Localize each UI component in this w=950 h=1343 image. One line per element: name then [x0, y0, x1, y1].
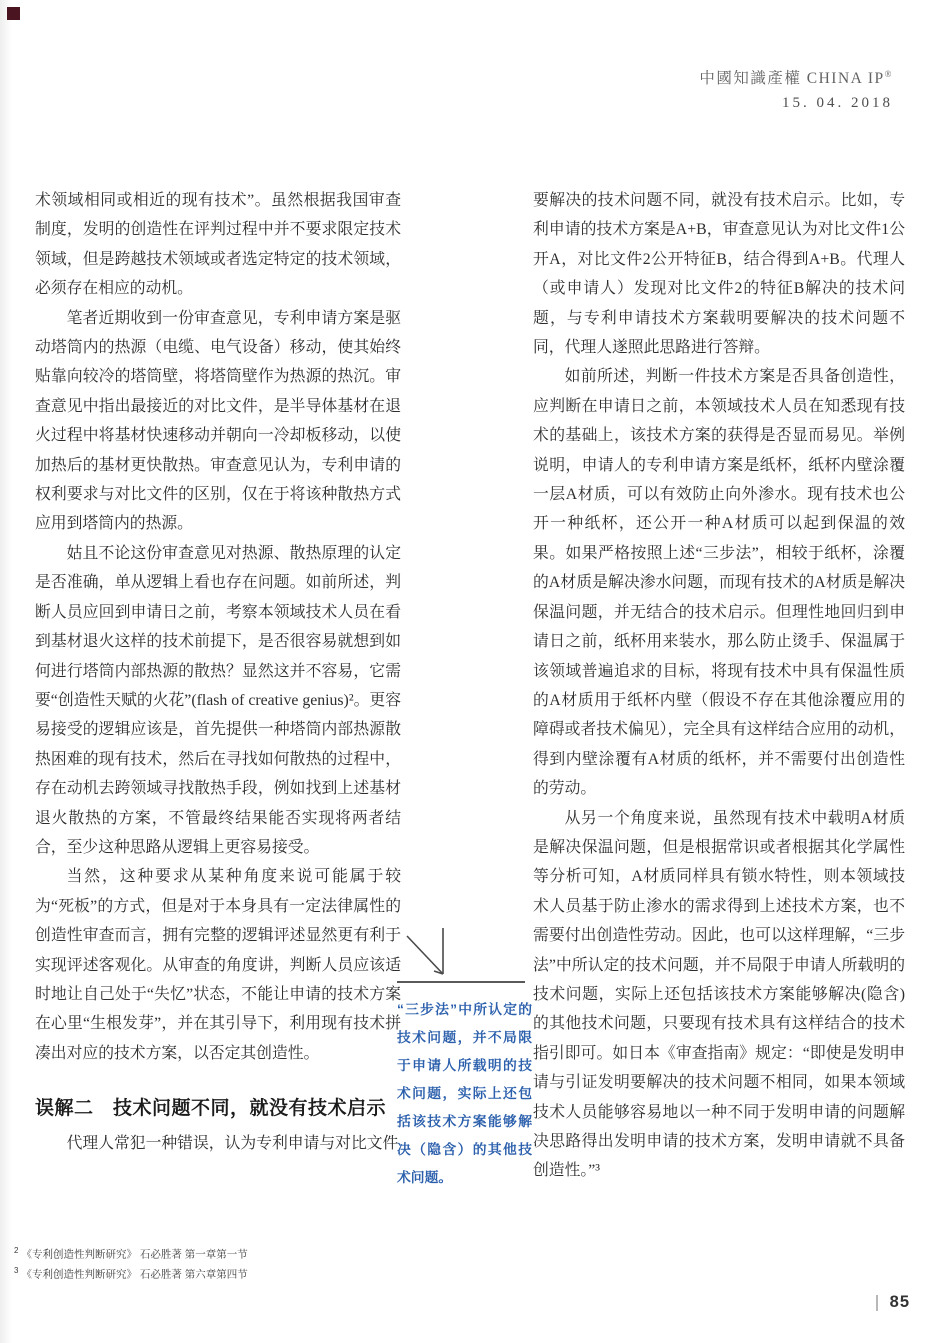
page-number-divider: [876, 1295, 878, 1311]
paragraph: 要解决的技术问题不同，就没有技术启示。比如，专利申请的技术方案是A+B，审查意见认为对比文件1公开A，对比文件2公开特征B，结合得到A+B。代理人（或申请人）发现对比文件2的特征B解决的技术问题，与专利申请技术方案载明要解决的技术问题不同，代理人遂照此思路进行答辩。: [533, 192, 905, 357]
down-right-arrow-icon: [399, 926, 529, 978]
paragraph: 当然，这种要求从某种角度来说可能属于较为“死板”的方式，但是对于本身具有一定法律属性的创造性审查而言，拥有完整的逻辑评述显然更有利于实现评述客观化。从审查的角度讲，判断人员应该适时地让自己处于“失忆”状态，不能让申请的技术方案在心里“生根发芽”，并在其引导下，利用现有技术拼凑出对应的技术方案，以否定其创造性。: [35, 868, 401, 1062]
section-heading: 误解二 技术问题不同，就没有技术启示: [35, 1098, 387, 1120]
page-number-value: 85: [889, 1293, 910, 1311]
pull-quote-text: “三步法”中所认定的技术问题，并不局限于申请人所载明的技术问题，实际上还包括该技术方案能够解决（隐含）的其他技术问题。: [397, 1002, 532, 1185]
footnote: [14, 1243, 248, 1263]
paragraph: 从另一个角度来说，虽然现有技术中载明A材质是解决保温问题，但是根据常识或者根据其化学属性等分析可知，A材质同样具有锁水特性，则本领域技术人员基于防止渗水的需求得到上述技术方案，也不需要付出创造性劳动。因此，也可以这样理解，“三步法”中所认定的技术问题，并不局限于申请人所载明的技术问题，实际上还包括该技术方案能够解决(隐含)的其他技术问题，只要现有技术具有这样结合的技术指引即可。如日本《审查指南》规定：“即使是发明申请与引证发明要解决的技术问题不相同，如果本领域技术人员能够容易地以一种不同于发明申请的问题解决思路得出发明申请的技术方案，发明申请就不具备创造性。”³: [533, 809, 905, 1180]
footnotes: [14, 1243, 248, 1283]
paragraph: 姑且不论这份审查意见对热源、散热原理的认定是否准确，单从逻辑上看也存在问题。如前所述，判断人员应回到申请日之前，考察本领域技术人员在看到基材退火这样的技术前提下，是否很容易就想到如何进行塔筒内部热源的散热？显然这并不容易，它需要“创造性天赋的火花”(flash of creative genius)²。更容易接受的逻辑应该是，首先提供一种塔筒内部热源散热困难的现有技术，然后在寻找如何散热的过程中，存在动机去跨领域寻找散热手段，例如找到上述基材退火散热的方案，不管最终结果能否实现将两者结合，至少这种思路从逻辑上更容易接受。: [35, 544, 401, 856]
page-header: [699, 66, 893, 112]
left-column: [35, 186, 401, 1159]
paragraph: 术领域相同或相近的现有技术”。虽然根据我国审查制度，发明的创造性在评判过程中并不要求限定技术领域，但是跨越技术领域或者选定特定的技术领域，必须存在相应的动机。: [35, 192, 401, 298]
footnote-number: 2: [14, 1246, 19, 1255]
footnote: [14, 1263, 248, 1283]
footnote-text: 《专利创造性判断研究》 石必胜著 第六章第四节: [21, 1268, 248, 1281]
page-number: [876, 1293, 910, 1312]
footnote-text: 《专利创造性判断研究》 石必胜著 第一章第一节: [21, 1248, 248, 1261]
scan-corner-mark: [7, 7, 20, 20]
magazine-title-text: 中國知識產權 CHINA IP: [699, 70, 885, 87]
right-column: [533, 186, 905, 1186]
pull-quote: [397, 926, 532, 1192]
registered-trademark-icon: ®: [884, 68, 893, 79]
paragraph: 如前所述，判断一件技术方案是否具备创造性，应判断在申请日之前，本领域技术人员在知悉现有技术的基础上，该技术方案的获得是否显而易见。举例说明，申请人的专利申请方案是纸杯，纸杯内壁涂覆一层A材质，可以有效防止向外渗水。现有技术也公开一种纸杯，还公开一种A材质可以起到保温的效果。如果严格按照上述“三步法”，相较于纸杯，涂覆的A材质是解决渗水问题，而现有技术的A材质是解决保温问题，并无结合的技术启示。但理性地回归到申请日之前，纸杯用来装水，那么防止烫手、保温属于该领域普遍追求的目标，将现有技术中具有保温性质的A材质用于纸杯内壁（假设不存在其他涂覆应用的障碍或者技术偏见），完全具有这样结合应用的动机，得到内壁涂覆有A材质的纸杯，并不需要付出创造性的劳动。: [533, 368, 905, 798]
footnote-number: 3: [14, 1266, 19, 1275]
magazine-title: [699, 66, 893, 88]
pull-quote-divider: [397, 981, 525, 983]
paragraph: 笔者近期收到一份审查意见，专利申请方案是驱动塔筒内的热源（电缆、电气设备）移动，使其始终贴靠向较冷的塔筒壁，将塔筒壁作为热源的热沉。审查意见中指出最接近的对比文件，是半导体基材在退火过程中将基材快速移动并朝向一冷却板移动，以使加热后的基材更快散热。审查意见认为，专利申请的权利要求与对比文件的区别，仅在于将该种散热方式应用到塔筒内的热源。: [35, 309, 401, 533]
issue-date: 15. 04. 2018: [782, 95, 893, 111]
paragraph: 代理人常犯一种错误，认为专利申请与对比文件: [66, 1135, 399, 1153]
